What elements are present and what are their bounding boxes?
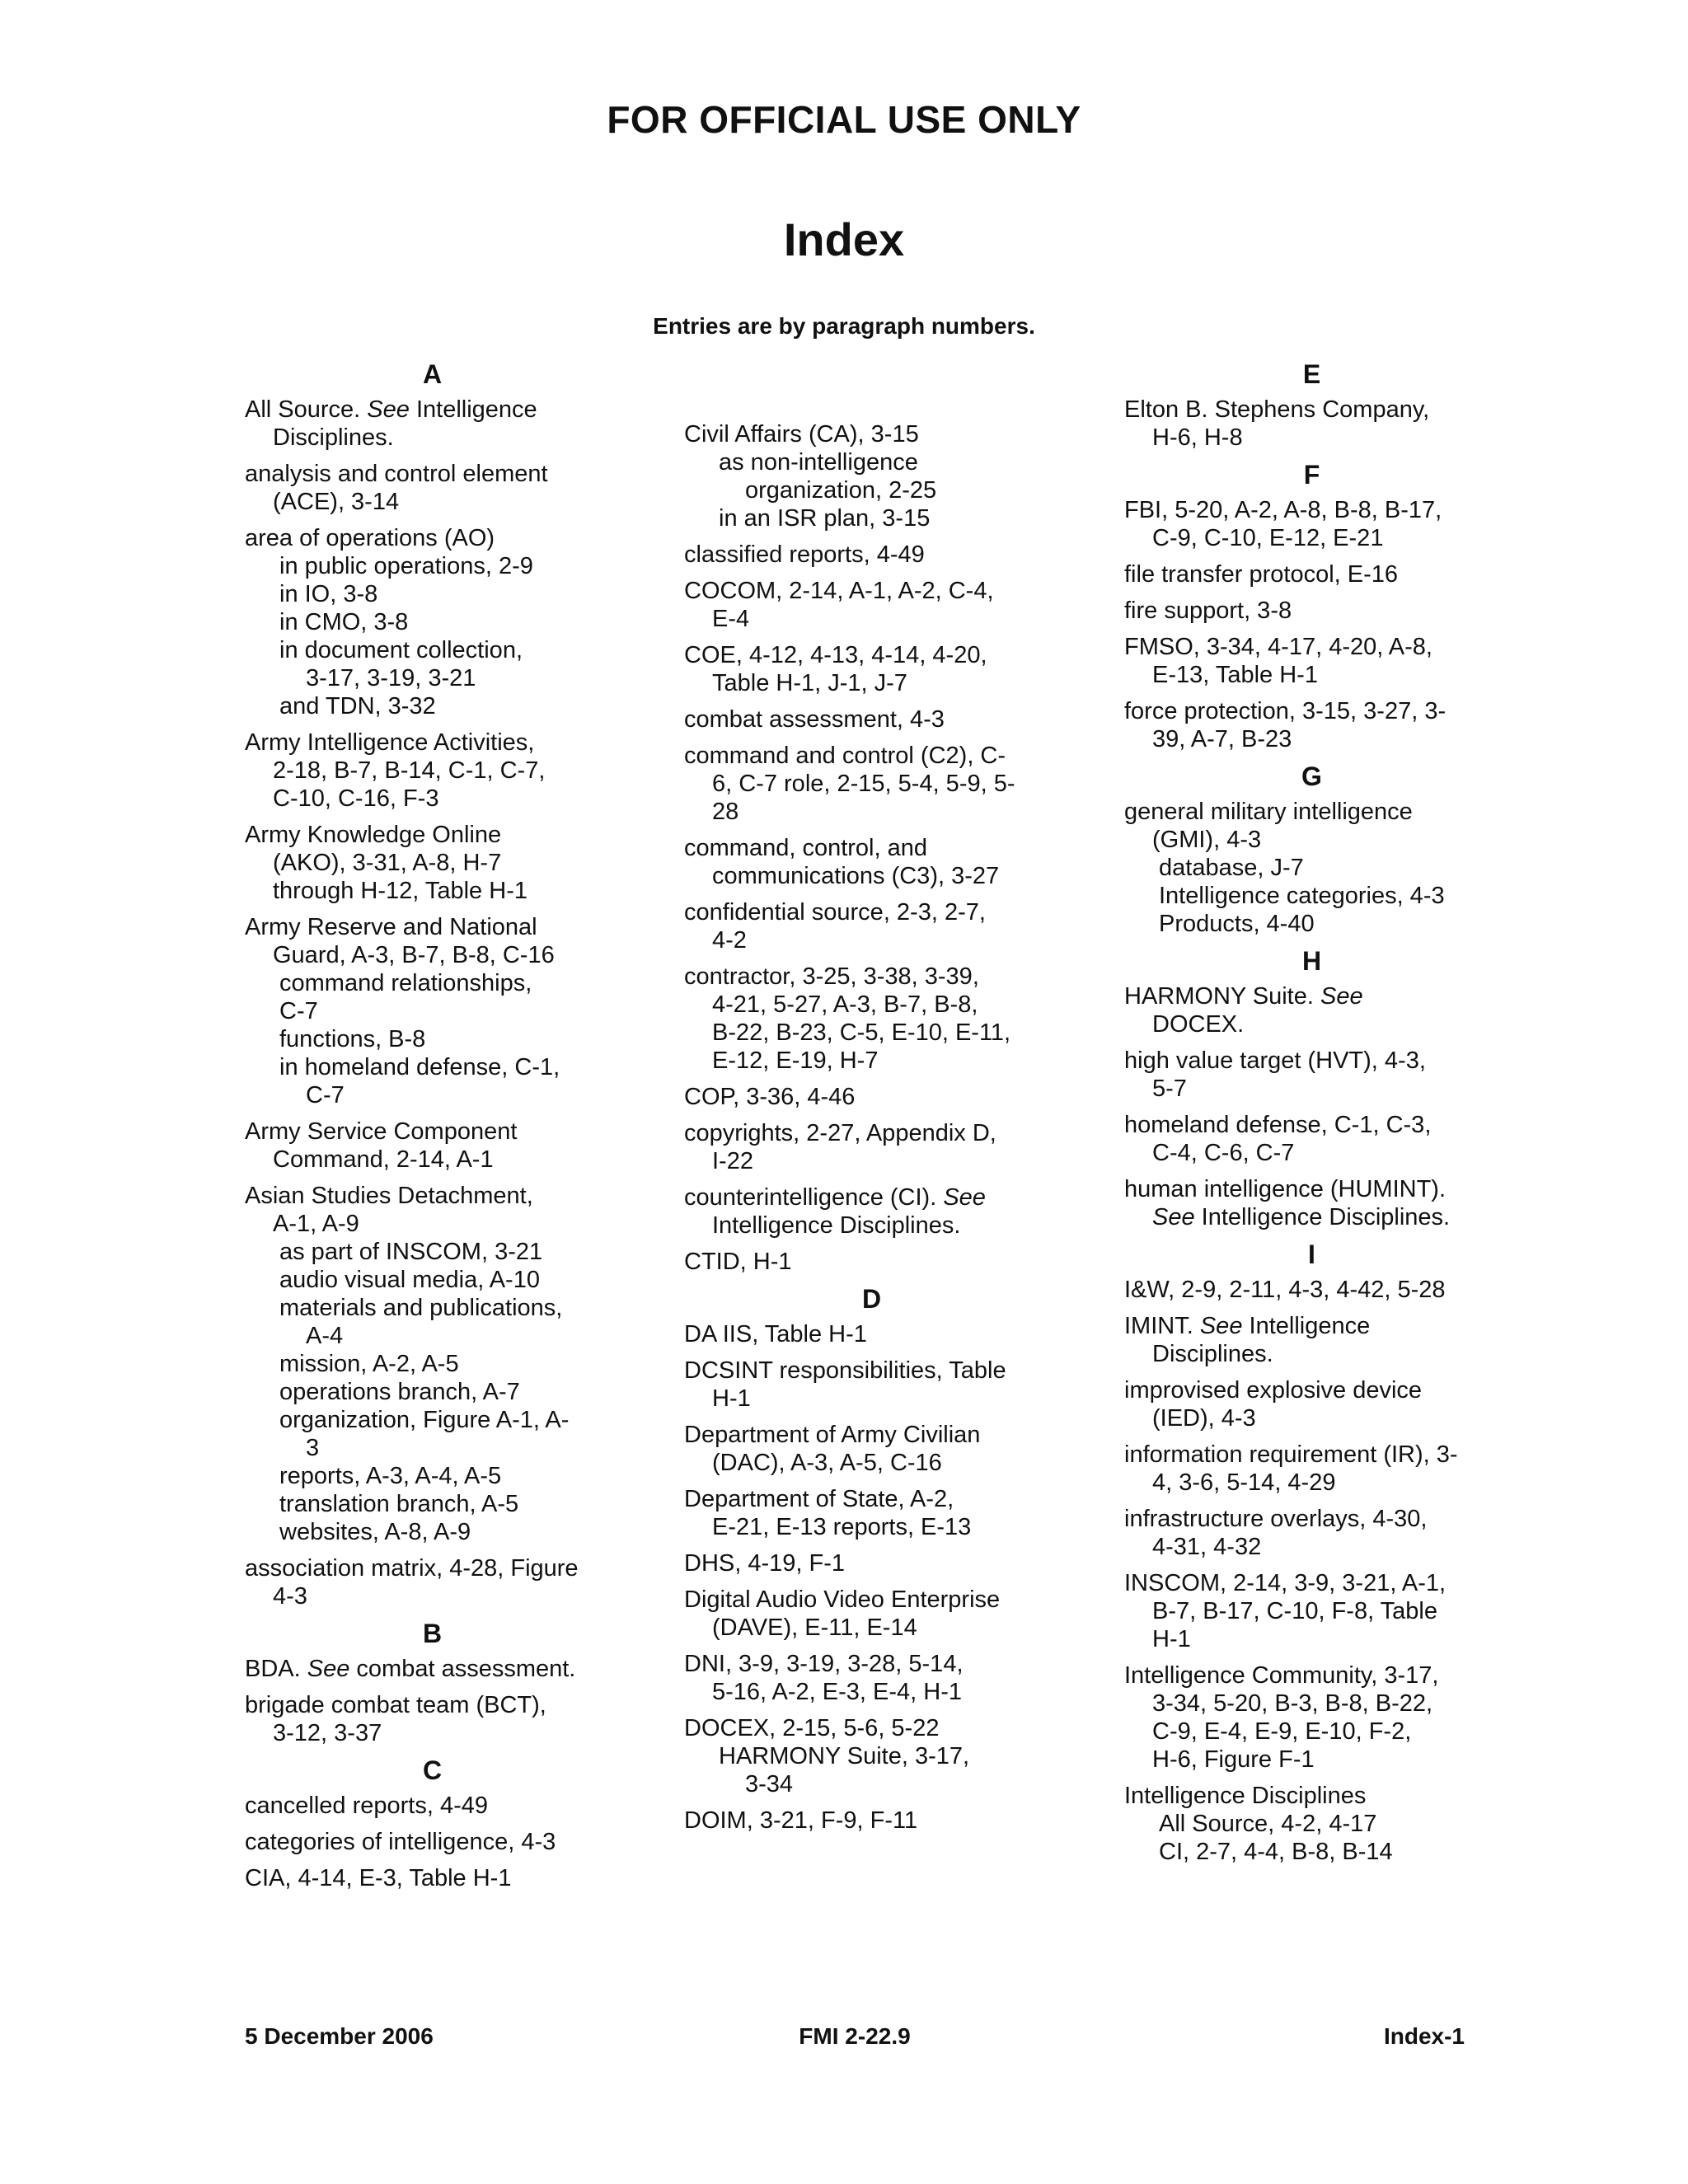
index-entry bbox=[684, 541, 1059, 569]
index-column-3 bbox=[1124, 356, 1499, 1874]
index-letter-heading: E bbox=[1302, 359, 1321, 389]
index-entry bbox=[245, 1828, 620, 1856]
index-entry-line: All Source. See Intelligence bbox=[245, 396, 537, 423]
index-subentry-line: database, J-7 bbox=[1159, 855, 1304, 881]
index-entry bbox=[245, 1655, 620, 1683]
index-entry-line: brigade combat team (BCT), bbox=[245, 1692, 546, 1718]
index-entry-line: C-10, C-16, F-3 bbox=[273, 785, 439, 812]
index-subentry-line: C-7 bbox=[279, 998, 318, 1024]
index-entry bbox=[684, 641, 1059, 697]
index-entry bbox=[684, 742, 1059, 826]
index-subentry-line: audio visual media, A-10 bbox=[279, 1267, 540, 1293]
index-entry-line: 3-34, 5-20, B-3, B-8, B-22, bbox=[1152, 1690, 1433, 1717]
index-subentry-line: 3-17, 3-19, 3-21 bbox=[306, 665, 476, 691]
index-entry bbox=[684, 1807, 1059, 1835]
index-entry bbox=[1124, 1441, 1499, 1497]
index-letter-heading: G bbox=[1301, 762, 1322, 791]
index-entry bbox=[684, 963, 1059, 1075]
index-entry-line: through H-12, Table H-1 bbox=[273, 878, 528, 904]
index-entry bbox=[1124, 1661, 1499, 1774]
index-entry-line: (IED), 4-3 bbox=[1152, 1405, 1256, 1432]
index-entry-line: command and control (C2), C- bbox=[684, 743, 1006, 769]
page-title: Index bbox=[783, 213, 905, 265]
index-subentry-line: C-7 bbox=[306, 1082, 345, 1108]
index-entry-line: cancelled reports, 4-49 bbox=[245, 1793, 488, 1819]
index-entry bbox=[1124, 982, 1499, 1038]
index-entry-line: 3-12, 3-37 bbox=[273, 1720, 382, 1746]
index-subentry-line: as non-intelligence bbox=[719, 449, 918, 476]
index-entry-line: B-7, B-17, C-10, F-8, Table bbox=[1152, 1598, 1438, 1624]
index-entry-line: DOIM, 3-21, F-9, F-11 bbox=[684, 1807, 918, 1834]
index-entry-line: (GMI), 4-3 bbox=[1152, 827, 1262, 853]
index-entry bbox=[245, 1864, 620, 1892]
index-entry bbox=[1124, 633, 1499, 689]
index-entry-line: improvised explosive device bbox=[1124, 1377, 1423, 1404]
index-subentry-line: mission, A-2, A-5 bbox=[279, 1351, 459, 1377]
index-subentry-line: websites, A-8, A-9 bbox=[279, 1519, 471, 1545]
index-subentry-line: in an ISR plan, 3-15 bbox=[719, 505, 931, 532]
index-entry-line: force protection, 3-15, 3-27, 3- bbox=[1124, 698, 1447, 724]
index-entry-line: H-6, H-8 bbox=[1152, 424, 1243, 451]
index-entry-line: Civil Affairs (CA), 3-15 bbox=[684, 421, 919, 448]
index-entry-line: combat assessment, 4-3 bbox=[684, 706, 945, 733]
index-entry bbox=[684, 1586, 1059, 1642]
security-banner: FOR OFFICIAL USE ONLY bbox=[607, 98, 1081, 141]
index-entry-line: confidential source, 2-3, 2-7, bbox=[684, 899, 986, 926]
index-subentry-line: functions, B-8 bbox=[279, 1026, 426, 1052]
index-entry-line: homeland defense, C-1, C-3, bbox=[1124, 1112, 1432, 1138]
index-subentry-line: and TDN, 3-32 bbox=[279, 693, 436, 719]
index-entry bbox=[245, 913, 620, 1109]
index-entry-line: 4, 3-6, 5-14, 4-29 bbox=[1152, 1469, 1336, 1496]
footer-page-number: Index-1 bbox=[1383, 2023, 1465, 2049]
index-entry bbox=[1124, 1175, 1499, 1231]
index-subentry-line: translation branch, A-5 bbox=[279, 1491, 519, 1517]
index-entry bbox=[245, 460, 620, 516]
index-entry-line: CTID, H-1 bbox=[684, 1249, 792, 1275]
index-subentry-line: in homeland defense, C-1, bbox=[279, 1054, 560, 1080]
index-entry-line: association matrix, 4-28, Figure bbox=[245, 1555, 579, 1582]
index-subentry-line: command relationships, bbox=[279, 970, 532, 996]
index-entry bbox=[245, 1118, 620, 1174]
index-subentry-line: 3-34 bbox=[745, 1771, 794, 1797]
index-entry-line: information requirement (IR), 3- bbox=[1124, 1441, 1458, 1468]
index-subentry-line: materials and publications, bbox=[279, 1295, 563, 1321]
index-entry-line: general military intelligence bbox=[1124, 799, 1413, 825]
index-entry-line: counterintelligence (CI). See bbox=[684, 1184, 986, 1211]
index-entry-line: communications (C3), 3-27 bbox=[712, 863, 1000, 889]
index-entry-line: human intelligence (HUMINT). bbox=[1124, 1176, 1447, 1202]
index-entry bbox=[684, 1549, 1059, 1577]
index-entry bbox=[245, 1182, 620, 1546]
index-entry bbox=[245, 729, 620, 813]
index-entry bbox=[245, 1792, 620, 1820]
index-subentry-line: 3 bbox=[306, 1435, 320, 1461]
index-entry-line: Digital Audio Video Enterprise bbox=[684, 1586, 1001, 1613]
index-subentry-line: All Source, 4-2, 4-17 bbox=[1159, 1811, 1377, 1837]
index-entry-line: DNI, 3-9, 3-19, 3-28, 5-14, bbox=[684, 1651, 964, 1677]
index-entry-line: DCSINT responsibilities, Table bbox=[684, 1357, 1006, 1384]
index-entry-line: Table H-1, J-1, J-7 bbox=[712, 670, 907, 696]
index-entry bbox=[1124, 1111, 1499, 1167]
index-entry bbox=[684, 1421, 1059, 1477]
index-entry-line: classified reports, 4-49 bbox=[684, 541, 925, 568]
index-entry-line: E-21, E-13 reports, E-13 bbox=[712, 1514, 972, 1540]
index-entry-line: 39, A-7, B-23 bbox=[1152, 726, 1292, 752]
index-entry bbox=[1124, 1376, 1499, 1432]
index-entry bbox=[684, 420, 1059, 532]
index-letter-heading: F bbox=[1303, 460, 1320, 490]
index-entry-line: Guard, A-3, B-7, B-8, C-16 bbox=[273, 942, 555, 968]
index-entry-line: DHS, 4-19, F-1 bbox=[684, 1550, 845, 1577]
index-entry-line: B-22, B-23, C-5, E-10, E-11, bbox=[712, 1019, 1011, 1046]
index-entry bbox=[684, 1357, 1059, 1413]
index-entry-line: fire support, 3-8 bbox=[1124, 598, 1292, 624]
index-entry bbox=[1124, 1276, 1499, 1304]
index-entry-line: COE, 4-12, 4-13, 4-14, 4-20, bbox=[684, 642, 987, 668]
index-subentry-line: in IO, 3-8 bbox=[279, 581, 378, 607]
index-entry-line: 6, C-7 role, 2-15, 5-4, 5-9, 5- bbox=[712, 771, 1015, 797]
index-entry bbox=[245, 821, 620, 905]
index-letter-heading: D bbox=[861, 1284, 882, 1314]
index-entry-line: E-4 bbox=[712, 606, 750, 632]
index-entry-line: infrastructure overlays, 4-30, bbox=[1124, 1506, 1428, 1532]
index-subentry-line: HARMONY Suite, 3-17, bbox=[719, 1743, 970, 1769]
footer-date: 5 December 2006 bbox=[245, 2023, 434, 2049]
index-entry-line: Asian Studies Detachment, bbox=[245, 1183, 533, 1209]
index-entry bbox=[1124, 798, 1499, 938]
index-entry-line: Army Intelligence Activities, bbox=[245, 729, 535, 756]
index-entry-line: Army Knowledge Online bbox=[245, 822, 502, 848]
index-entry-line: H-1 bbox=[712, 1385, 751, 1412]
index-entry-line: Army Reserve and National bbox=[245, 914, 537, 940]
index-entry-line: C-4, C-6, C-7 bbox=[1152, 1140, 1295, 1166]
index-subentry-line: organization, 2-25 bbox=[745, 477, 937, 504]
index-subentry-line: in public operations, 2-9 bbox=[279, 553, 533, 579]
index-entry-line: Intelligence Disciplines bbox=[1124, 1783, 1367, 1809]
index-letter-heading: B bbox=[422, 1619, 443, 1648]
index-entry-line: Disciplines. bbox=[273, 424, 394, 451]
index-entry-line: C-9, E-4, E-9, E-10, F-2, bbox=[1152, 1718, 1412, 1745]
index-letter-heading: I bbox=[1308, 1240, 1315, 1269]
index-entry-line: 4-31, 4-32 bbox=[1152, 1534, 1262, 1560]
index-entry-line: CIA, 4-14, E-3, Table H-1 bbox=[245, 1865, 512, 1891]
index-entry-line: Department of Army Civilian bbox=[684, 1422, 981, 1448]
index-entry-line: I-22 bbox=[712, 1148, 753, 1174]
index-entry-line: FMSO, 3-34, 4-17, 4-20, A-8, bbox=[1124, 634, 1432, 660]
index-entry bbox=[245, 396, 620, 452]
index-entry-line: (DAVE), E-11, E-14 bbox=[712, 1615, 917, 1641]
index-entry-line: COCOM, 2-14, A-1, A-2, C-4, bbox=[684, 578, 994, 604]
index-entry bbox=[1124, 1569, 1499, 1653]
index-entry-line: Elton B. Stephens Company, bbox=[1124, 396, 1430, 423]
index-letter-heading: C bbox=[422, 1755, 443, 1785]
index-entry-line: command, control, and bbox=[684, 835, 927, 861]
index-entry bbox=[1124, 1047, 1499, 1103]
index-entry-line: contractor, 3-25, 3-38, 3-39, bbox=[684, 963, 979, 990]
index-entry bbox=[1124, 1505, 1499, 1561]
index-entry-line: Army Service Component bbox=[245, 1118, 518, 1145]
index-entry-line: C-9, C-10, E-12, E-21 bbox=[1152, 525, 1384, 551]
index-note: Entries are by paragraph numbers. bbox=[653, 313, 1035, 339]
index-entry-line: file transfer protocol, E-16 bbox=[1124, 561, 1399, 588]
index-entry-line: FBI, 5-20, A-2, A-8, B-8, B-17, bbox=[1124, 497, 1442, 523]
index-entry-line: 4-3 bbox=[273, 1583, 307, 1610]
index-subentry-line: CI, 2-7, 4-4, B-8, B-14 bbox=[1159, 1839, 1393, 1865]
index-entry-line: categories of intelligence, 4-3 bbox=[245, 1829, 556, 1855]
index-entry-line: DA IIS, Table H-1 bbox=[684, 1321, 867, 1347]
index-entry-line: INSCOM, 2-14, 3-9, 3-21, A-1, bbox=[1124, 1570, 1447, 1596]
index-entry-line: Intelligence Community, 3-17, bbox=[1124, 1662, 1439, 1689]
index-entry-line: 5-7 bbox=[1152, 1076, 1187, 1102]
index-entry-line: area of operations (AO) bbox=[245, 525, 495, 551]
index-entry bbox=[684, 1183, 1059, 1240]
index-entry bbox=[1124, 396, 1499, 452]
index-entry-line: HARMONY Suite. See bbox=[1124, 983, 1363, 1010]
index-column-1 bbox=[245, 356, 620, 1900]
index-entry bbox=[684, 1119, 1059, 1175]
index-entry-line: high value target (HVT), 4-3, bbox=[1124, 1047, 1426, 1074]
index-letter-heading: A bbox=[422, 359, 443, 389]
index-entry-line: BDA. See combat assessment. bbox=[245, 1656, 576, 1682]
index-entry bbox=[245, 524, 620, 720]
index-entry bbox=[684, 577, 1059, 633]
index-entry bbox=[684, 1320, 1059, 1348]
index-entry-line: DOCEX. bbox=[1152, 1011, 1245, 1038]
index-entry-line: 2-18, B-7, B-14, C-1, C-7, bbox=[273, 757, 546, 784]
index-entry bbox=[1124, 560, 1499, 588]
index-entry bbox=[684, 1714, 1059, 1798]
index-entry bbox=[1124, 1312, 1499, 1368]
index-entry-line: E-12, E-19, H-7 bbox=[712, 1047, 879, 1074]
index-entry-line: IMINT. See Intelligence bbox=[1124, 1313, 1371, 1339]
index-subentry-line: operations branch, A-7 bbox=[279, 1379, 520, 1405]
index-entry-line: A-1, A-9 bbox=[273, 1211, 359, 1237]
index-entry-line: Intelligence Disciplines. bbox=[712, 1212, 961, 1239]
index-entry-line: See Intelligence Disciplines. bbox=[1152, 1204, 1451, 1230]
index-entry-line: 4-21, 5-27, A-3, B-7, B-8, bbox=[712, 991, 978, 1018]
index-entry bbox=[245, 1554, 620, 1610]
index-subentry-line: in CMO, 3-8 bbox=[279, 609, 409, 635]
index-entry-line: 4-2 bbox=[712, 927, 747, 954]
index-subentry-line: organization, Figure A-1, A- bbox=[279, 1407, 570, 1433]
index-entry-line: DOCEX, 2-15, 5-6, 5-22 bbox=[684, 1715, 940, 1741]
index-subentry-line: Intelligence categories, 4-3 bbox=[1159, 883, 1445, 909]
index-entry-line: (AKO), 3-31, A-8, H-7 bbox=[273, 850, 502, 876]
index-subentry-line: reports, A-3, A-4, A-5 bbox=[279, 1463, 502, 1489]
index-entry bbox=[1124, 597, 1499, 625]
index-entry-line: analysis and control element bbox=[245, 461, 548, 487]
index-column-2 bbox=[684, 420, 1059, 1843]
index-entry bbox=[684, 705, 1059, 733]
index-subentry-line: as part of INSCOM, 3-21 bbox=[279, 1239, 543, 1265]
index-subentry-line: Products, 4-40 bbox=[1159, 911, 1315, 937]
index-entry-line: Command, 2-14, A-1 bbox=[273, 1146, 494, 1173]
index-entry-line: H-6, Figure F-1 bbox=[1152, 1746, 1315, 1773]
page-footer bbox=[245, 2023, 1465, 2056]
index-entry-line: H-1 bbox=[1152, 1626, 1191, 1652]
index-entry-line: E-13, Table H-1 bbox=[1152, 662, 1318, 688]
index-entry-line: (DAC), A-3, A-5, C-16 bbox=[712, 1450, 942, 1476]
index-entry bbox=[684, 834, 1059, 890]
index-entry-line: Disciplines. bbox=[1152, 1341, 1273, 1367]
index-entry-line: I&W, 2-9, 2-11, 4-3, 4-42, 5-28 bbox=[1124, 1277, 1446, 1303]
index-subentry-line: in document collection, bbox=[279, 637, 523, 663]
index-entry-line: Department of State, A-2, bbox=[684, 1486, 954, 1512]
index-entry-line: 5-16, A-2, E-3, E-4, H-1 bbox=[712, 1679, 963, 1705]
index-subentry-line: A-4 bbox=[306, 1323, 344, 1349]
index-entry bbox=[1124, 496, 1499, 552]
index-entry bbox=[684, 1485, 1059, 1541]
index-entry bbox=[684, 1083, 1059, 1111]
index-entry-line: 28 bbox=[712, 799, 739, 825]
index-entry-line: copyrights, 2-27, Appendix D, bbox=[684, 1120, 996, 1146]
index-entry bbox=[1124, 1782, 1499, 1866]
index-entry-line: COP, 3-36, 4-46 bbox=[684, 1084, 856, 1110]
index-entry bbox=[1124, 697, 1499, 753]
footer-document-id: FMI 2-22.9 bbox=[799, 2023, 911, 2049]
index-entry bbox=[684, 898, 1059, 954]
index-entry bbox=[684, 1248, 1059, 1276]
index-entry bbox=[245, 1691, 620, 1747]
index-entry bbox=[684, 1650, 1059, 1706]
index-entry-line: (ACE), 3-14 bbox=[273, 489, 400, 515]
index-letter-heading: H bbox=[1301, 946, 1322, 976]
